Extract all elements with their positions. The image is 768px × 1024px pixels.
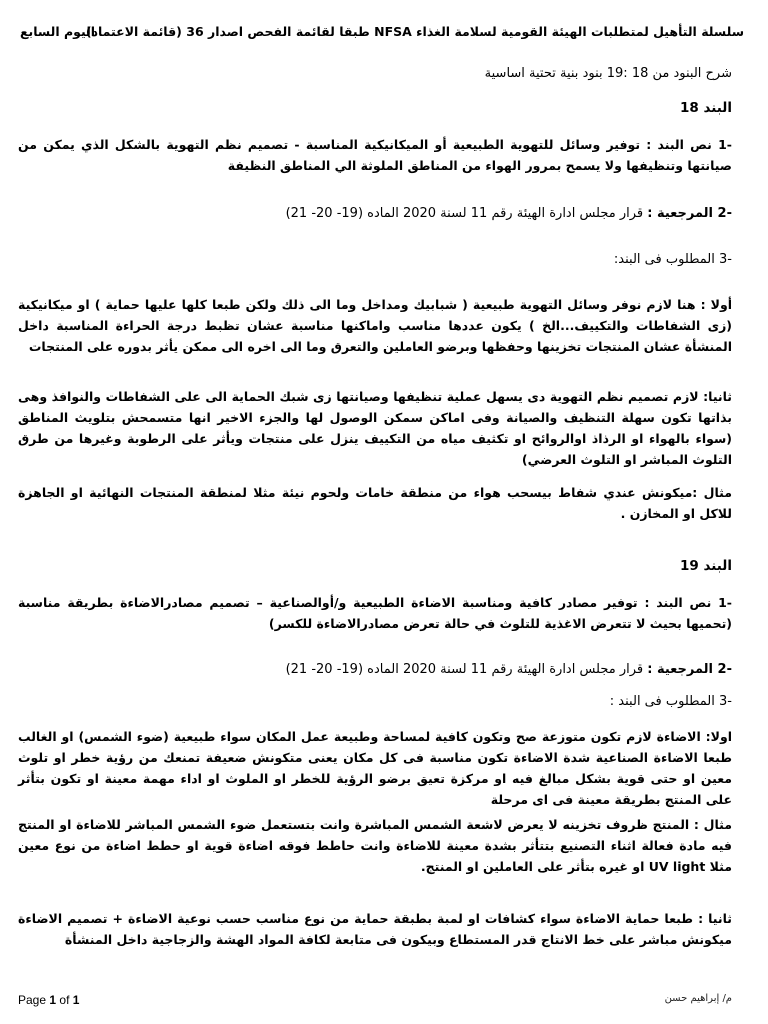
clause-18-text-label: -1 نص البند : xyxy=(646,137,732,152)
clause-19-ref-body: قرار مجلس ادارة الهيئة رقم 11 لسنة 2020 الماده (19- 20- 21) xyxy=(285,662,644,677)
clause-19-second: ثانيا : طبعا حماية الاضاءة سواء كشافات او لمبة بطبقة حماية من نوع مناسب حسب نوعية الاضاءة + تصميم الاضاءة ميكونش مباشر على خط الانتاج قدر المستطاع وبيكون فى متابعة لكافة المواد الهشة والزجاجية داخل المنشأة xyxy=(18,911,732,947)
clause-18-text-body: توفير وسائل للتهوية الطبيعية أو الميكانيكية المناسبة - تصميم نظم التهوية بالشكل الذي يمكن من صيانتها وتنظيفها ولا يسمح بمرور الهواء من المناطق الملوثة الي المناطق النظيفة xyxy=(18,137,732,173)
clause-18-text xyxy=(18,134,732,176)
clause-18-example: مثال :ميكونش عندي شفاط بيسحب هواء من منطقة خامات ولحوم نيئة مثلا لمنطقة المنتجات النهائية او الجاهزة للاكل او المخازن . xyxy=(18,485,732,521)
intro-line: شرح البنود من 18 :19 بنود بنية تحتية اساسية xyxy=(484,66,732,81)
day-label: اليوم السابع xyxy=(20,24,96,39)
clause-18-ref-label: -2 المرجعية : xyxy=(647,206,732,221)
page-header xyxy=(20,24,744,44)
page-counter xyxy=(18,993,79,1007)
clause-19-reference xyxy=(18,660,732,680)
page-label: Page xyxy=(18,993,47,1007)
clause-18-title: البند 18 xyxy=(679,100,732,116)
clause-19-text-body: توفير مصادر كافية ومناسبة الاضاءة الطبيعية و/أوالصناعية – تصميم مصادرالاضاءة بطريقة مناسبة (تحميها بحيث لا تتعرض الاغذية للتلوث في حالة تعرض مصادرالاضاءة للكسر) xyxy=(18,595,732,631)
clause-19-first: اولا: الاضاءة لازم تكون متوزعة صح وتكون كافية لمساحة وطبيعة عمل المكان سواء طبيعية (ضوء الشمس) او الغالب طبعا الاضاءة الصناعية شدة الاضاءة تكون مناسبة فى كل مكان يعنى متكونش ضعيفة تمنعك من رؤية خطر او تلوث معين او حتى قوية بشكل مبالغ فيه او مركزة تعيق برضو الرؤية للخطر او الملوث او اداء مهمة معينة او تكون بتأثر على المنتج بطريقة معينة فى اى مرحلة xyxy=(18,729,732,807)
author-signature: م/ إبراهيم حسن xyxy=(664,993,732,1004)
series-title: سلسلة التأهيل لمتطلبات الهيئة القومية لسلامة الغذاء NFSA طبقا لقائمة الفحص اصدار 36 (قائمة الاعتماد) xyxy=(85,24,744,39)
clause-19-ref-label: -2 المرجعية : xyxy=(647,662,732,677)
clause-19-example: مثال : المنتج ظروف تخزينه لا يعرض لاشعة الشمس المباشرة وانت بتستعمل ضوء الشمس المباشر للاضاءة او المنتج فيه مادة فعالة اثناء التصنيع بتتأثر بشدة معينة للاضاءة وانت حاطط فوقه اضاءة قوية او حطط اضاءة من نوع معين مثلا UV light او غيره بتأثر على العاملين او المنتج. xyxy=(18,817,732,874)
clause-19-title: البند 19 xyxy=(679,558,732,574)
clause-18-first: أولا : هنا لازم نوفر وسائل التهوية طبيعية ( شبابيك ومداخل وما الى ذلك ولكن طبعا كلها عليها حماية ) او ميكانيكية (زى الشفاطات والتكييف...الخ ) يكون عددها مناسب واماكنها مناسبة عشان تظبط درجة الحراءة المناسبة داخل المنشأة عشان المنتجات تخزينها وحفظها وبرضو العاملين والتعرق وما الى اخره الى ممكن يأثر بدوره على المنتجات xyxy=(18,297,732,354)
clause-18-required-label: -3 المطلوب فى البند: xyxy=(613,252,732,267)
page-total: 1 xyxy=(72,993,80,1007)
clause-18-second: ثانيا: لازم تصميم نظم التهوية دى يسهل عملية تنظيفها وصيانتها زى شبك الحماية الى على الشفاطات والنوافذ وهى بذاتها تكون سهلة التنظيف والصيانة وفى اماكن سمكن الوصول لها والجزء الاخير انها متسمحش بتلويث المناطق (سواء بالهواء او الرذاذ اوالروائح او تكثيف مياه من التكييف ينزل على منتجات ويأثر على الرطوبة وغيرها من طرق التلوث المباشر او التلوث العرضي) xyxy=(18,389,732,467)
clause-19-text xyxy=(18,592,732,634)
clause-19-required-label: -3 المطلوب فى البند : xyxy=(609,694,732,709)
page-number: 1 xyxy=(49,993,57,1007)
of-label: of xyxy=(59,993,70,1007)
clause-18-reference xyxy=(18,204,732,224)
clause-18-ref-body: قرار مجلس ادارة الهيئة رقم 11 لسنة 2020 الماده (19- 20- 21) xyxy=(285,206,644,221)
clause-19-text-label: -1 نص البند : xyxy=(644,595,732,610)
